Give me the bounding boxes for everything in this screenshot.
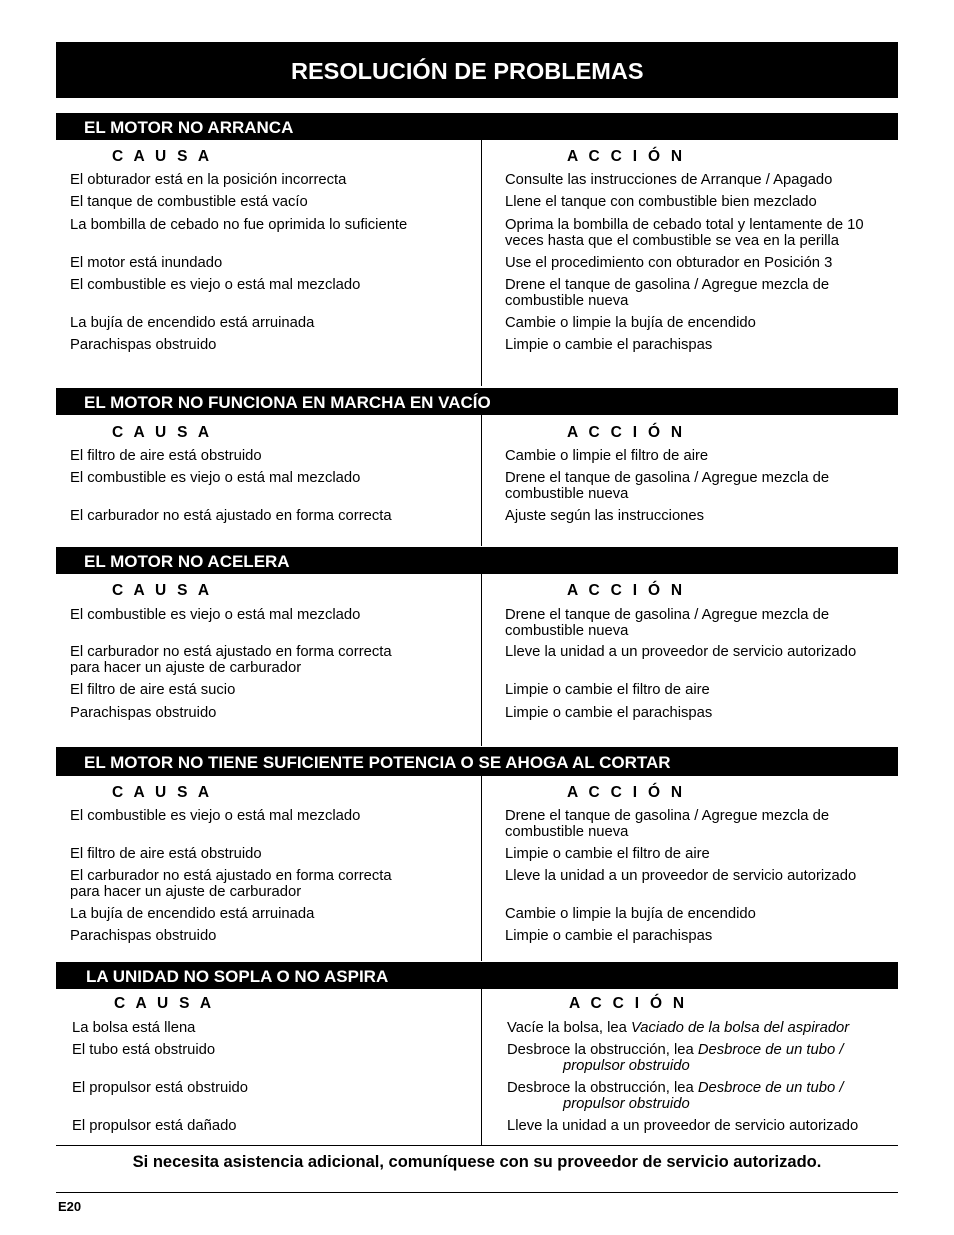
causa-cell: El combustible es viejo o está mal mezclado	[70, 607, 361, 623]
accion-cell: Consulte las instrucciones de Arranque / Apagado	[505, 172, 833, 188]
causa-column-header: C A U S A	[112, 148, 213, 165]
footer-note: Si necesita asistencia adicional, comuníquese con su proveedor de servicio autorizado.	[132, 1153, 822, 1171]
causa-column-header: C A U S A	[112, 582, 213, 599]
section-heading: EL MOTOR NO FUNCIONA EN MARCHA EN VACÍO	[84, 392, 491, 412]
column-divider	[481, 989, 482, 1145]
accion-cell: Lleve la unidad a un proveedor de servicio autorizado	[507, 1118, 859, 1134]
causa-cell: Parachispas obstruido	[70, 705, 217, 721]
column-divider	[481, 574, 482, 746]
accion-cell: Limpie o cambie el parachispas	[505, 928, 713, 944]
accion-cell: Drene el tanque de gasolina / Agregue mezcla de combustible nueva	[505, 470, 830, 502]
accion-cell: Desbroce la obstrucción, lea Desbroce de un tubo / propulsor obstruido	[507, 1042, 844, 1074]
column-divider	[481, 415, 482, 546]
causa-cell: La bombilla de cebado no fue oprimida lo suficiente	[70, 217, 408, 233]
causa-cell: El combustible es viejo o está mal mezclado	[70, 470, 361, 486]
table-bottom-rule	[56, 1145, 898, 1146]
accion-cell: Oprima la bombilla de cebado total y lentamente de 10 veces hasta que el combustible se vea en la perilla	[505, 217, 864, 249]
accion-cell: Lleve la unidad a un proveedor de servicio autorizado	[505, 644, 857, 660]
accion-cell: Limpie o cambie el parachispas	[505, 705, 713, 721]
page-number: E20	[58, 1199, 82, 1214]
accion-cell: Drene el tanque de gasolina / Agregue mezcla de combustible nueva	[505, 808, 830, 840]
causa-cell: El carburador no está ajustado en forma correcta	[70, 508, 392, 524]
causa-cell: El combustible es viejo o está mal mezclado	[70, 277, 361, 293]
causa-cell: El carburador no está ajustado en forma correcta para hacer un ajuste de carburador	[70, 868, 392, 900]
accion-cell: Drene el tanque de gasolina / Agregue mezcla de combustible nueva	[505, 277, 830, 309]
accion-cell: Limpie o cambie el filtro de aire	[505, 682, 710, 698]
causa-cell: El obturador está en la posición incorrecta	[70, 172, 347, 188]
section-heading: EL MOTOR NO TIENE SUFICIENTE POTENCIA O SE AHOGA AL CORTAR	[84, 752, 671, 772]
causa-cell: El filtro de aire está obstruido	[70, 846, 262, 862]
causa-cell: El tanque de combustible está vacío	[70, 194, 308, 210]
column-divider	[481, 776, 482, 961]
accion-column-header: A C C I Ó N	[567, 582, 686, 599]
accion-cell: Drene el tanque de gasolina / Agregue mezcla de combustible nueva	[505, 607, 830, 639]
accion-cell: Cambie o limpie la bujía de encendido	[505, 906, 756, 922]
accion-cell: Limpie o cambie el filtro de aire	[505, 846, 710, 862]
accion-column-header: A C C I Ó N	[567, 784, 686, 801]
causa-cell: El propulsor está obstruido	[72, 1080, 249, 1096]
causa-cell: La bolsa está llena	[72, 1020, 196, 1036]
causa-cell: El tubo está obstruido	[72, 1042, 216, 1058]
section-heading: LA UNIDAD NO SOPLA O NO ASPIRA	[86, 966, 389, 986]
accion-cell: Use el procedimiento con obturador en Posición 3	[505, 255, 833, 271]
accion-cell: Vacíe la bolsa, lea Vaciado de la bolsa del aspirador	[507, 1020, 850, 1036]
causa-cell: El propulsor está dañado	[72, 1118, 237, 1134]
causa-cell: Parachispas obstruido	[70, 337, 217, 353]
column-divider	[481, 140, 482, 386]
accion-column-header: A C C I Ó N	[569, 995, 688, 1012]
causa-cell: La bujía de encendido está arruinada	[70, 315, 315, 331]
causa-cell: El combustible es viejo o está mal mezclado	[70, 808, 361, 824]
accion-cell: Ajuste según las instrucciones	[505, 508, 705, 524]
causa-cell: El filtro de aire está obstruido	[70, 448, 262, 464]
section-heading: EL MOTOR NO ARRANCA	[84, 117, 294, 137]
causa-cell: El motor está inundado	[70, 255, 223, 271]
causa-cell: El carburador no está ajustado en forma correcta para hacer un ajuste de carburador	[70, 644, 392, 676]
section-heading: EL MOTOR NO ACELERA	[84, 551, 290, 571]
accion-cell: Cambie o limpie el filtro de aire	[505, 448, 709, 464]
accion-cell: Lleve la unidad a un proveedor de servicio autorizado	[505, 868, 857, 884]
causa-column-header: C A U S A	[112, 784, 213, 801]
accion-cell: Limpie o cambie el parachispas	[505, 337, 713, 353]
causa-cell: El filtro de aire está sucio	[70, 682, 236, 698]
accion-column-header: A C C I Ó N	[567, 148, 686, 165]
causa-column-header: C A U S A	[112, 424, 213, 441]
footer-divider	[56, 1192, 898, 1193]
causa-column-header: C A U S A	[114, 995, 215, 1012]
page-title: RESOLUCIÓN DE PROBLEMAS	[291, 58, 644, 84]
accion-cell: Llene el tanque con combustible bien mezclado	[505, 194, 817, 210]
causa-cell: La bujía de encendido está arruinada	[70, 906, 315, 922]
accion-column-header: A C C I Ó N	[567, 424, 686, 441]
accion-cell: Cambie o limpie la bujía de encendido	[505, 315, 756, 331]
causa-cell: Parachispas obstruido	[70, 928, 217, 944]
accion-cell: Desbroce la obstrucción, lea Desbroce de un tubo / propulsor obstruido	[507, 1080, 844, 1112]
